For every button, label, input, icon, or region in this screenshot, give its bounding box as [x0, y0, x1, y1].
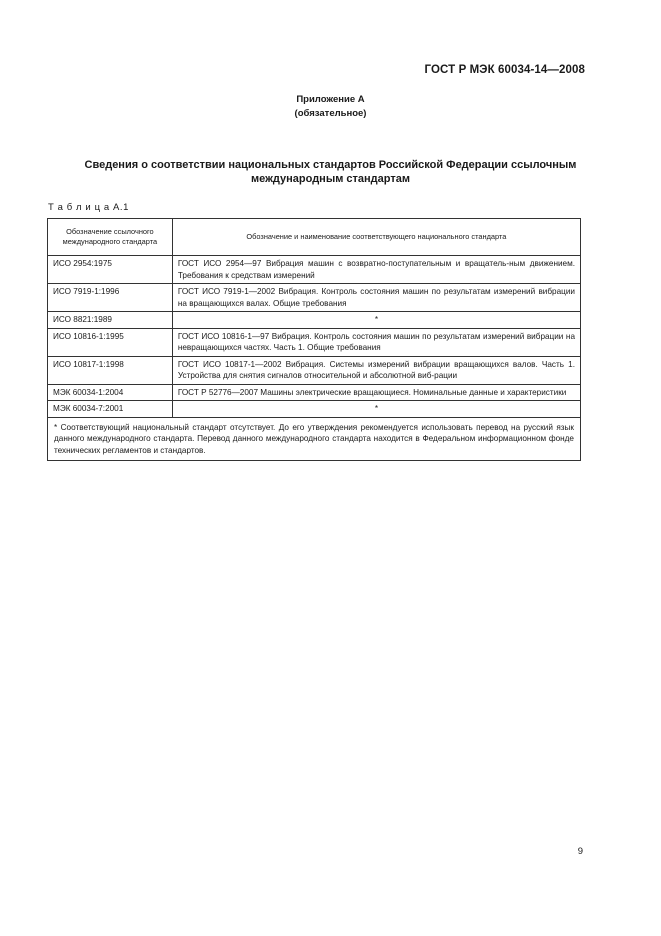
national-standard-missing-marker: * [172, 401, 580, 418]
column-header-reference: Обозначение ссылочного международного стандарта [48, 219, 173, 256]
reference-standard-cell: ИСО 2954:1975 [48, 256, 173, 284]
table-row [48, 401, 581, 418]
section-title: Сведения о соответствии национальных стандартов Российской Федерации ссылочным международным стандартам [84, 159, 577, 185]
national-standard-cell: ГОСТ Р 52776—2007 Машины электрические вращающиеся. Номинальные данные и характеристики [172, 384, 580, 401]
reference-standard-cell: МЭК 60034-1:2004 [48, 384, 173, 401]
page-number: 9 [577, 846, 583, 857]
reference-standard-cell: ИСО 8821:1989 [48, 312, 173, 329]
national-standard-cell: ГОСТ ИСО 10817-1—2002 Вибрация. Системы измерений вибрации вращающихся валов. Часть 1. Устройства для снятия сигналов относительной и абсолютной виб-рации [172, 356, 580, 384]
national-standard-missing-marker: * [172, 312, 580, 329]
table-row [48, 384, 581, 401]
reference-standard-cell: ИСО 10816-1:1995 [48, 328, 173, 356]
table-label: Т а б л и ц а А.1 [48, 202, 130, 213]
national-standard-cell: ГОСТ ИСО 7919-1—2002 Вибрация. Контроль состояния машин по результатам измерений вибрации на вращающихся валах. Общие требования [172, 284, 580, 312]
reference-standard-cell: ИСО 7919-1:1996 [48, 284, 173, 312]
table-row [48, 256, 581, 284]
table-footnote: * Соответствующий национальный стандарт отсутствует. До его утверждения рекомендуется использовать перевод на русский язык данного международного стандарта. Перевод данного международного стандарта находится в Федеральном информационном фонде технических регламентов и стандартов. [48, 417, 581, 461]
table-row [48, 284, 581, 312]
table-row [48, 356, 581, 384]
column-header-national: Обозначение и наименование соответствующего национального стандарта [172, 219, 580, 256]
standards-correspondence-table [47, 218, 581, 461]
table-header-row [48, 219, 581, 256]
reference-standard-cell: ИСО 10817-1:1998 [48, 356, 173, 384]
table-row [48, 328, 581, 356]
reference-standard-cell: МЭК 60034-7:2001 [48, 401, 173, 418]
appendix-status: (обязательное) [294, 108, 367, 119]
national-standard-cell: ГОСТ ИСО 10816-1—97 Вибрация. Контроль состояния машин по результатам измерений вибрации на невращающихся частях. Часть 1. Общие требования [172, 328, 580, 356]
national-standard-cell: ГОСТ ИСО 2954—97 Вибрация машин с возвратно-поступательным и вращатель-ным движением. Требования к средствам измерений [172, 256, 580, 284]
table-row [48, 312, 581, 329]
appendix-title: Приложение А [296, 94, 365, 105]
document-code: ГОСТ Р МЭК 60034-14—2008 [424, 64, 585, 76]
table-footnote-row [48, 417, 581, 461]
